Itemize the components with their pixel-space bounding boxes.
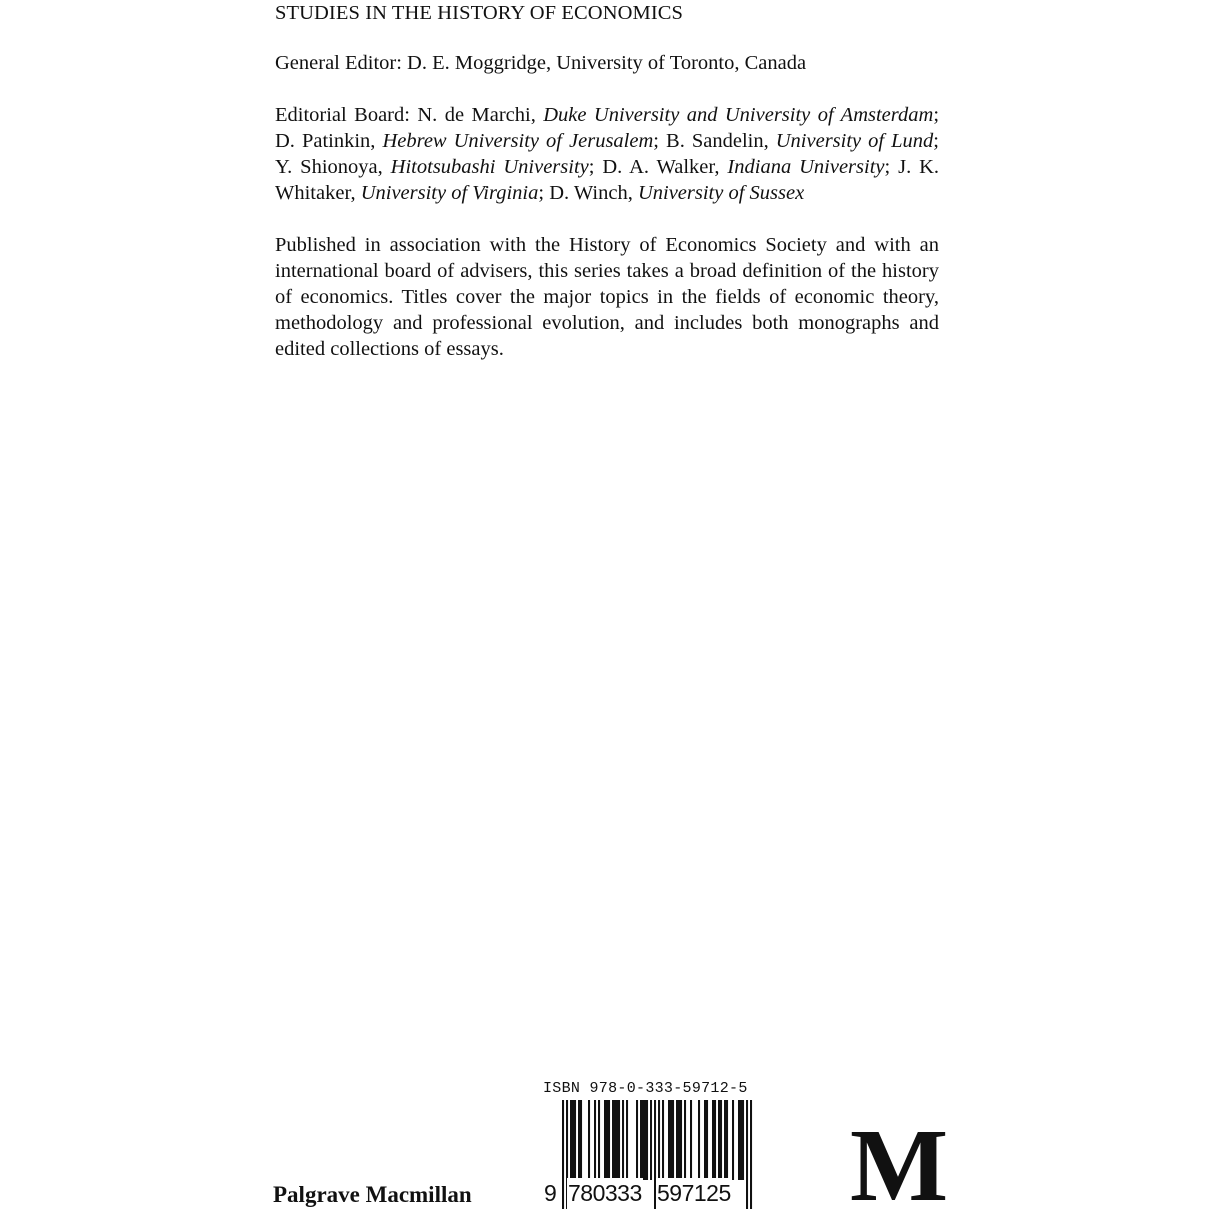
board-member-name: D. A. Walker (602, 156, 715, 178)
editorial-board-label: Editorial Board: (275, 104, 410, 126)
barcode-bar (662, 1100, 664, 1180)
barcode-bar (574, 1100, 576, 1180)
board-member-affiliation: Hebrew University of Jerusalem (382, 130, 654, 152)
barcode-first-digit: 9 (544, 1180, 557, 1206)
barcode-bar (678, 1100, 680, 1180)
barcode-bar (714, 1100, 716, 1180)
board-member-affiliation: Hitotsubashi University (390, 156, 589, 178)
barcode-bar (672, 1100, 674, 1180)
barcode-bar (712, 1100, 714, 1180)
barcode-bar (732, 1100, 734, 1180)
barcode-bar (650, 1100, 652, 1180)
barcode-bar (644, 1100, 646, 1180)
board-member-name: B. Sandelin (666, 130, 764, 152)
barcode-bar (726, 1100, 728, 1180)
board-member-name: J. K. Whitaker (275, 156, 940, 204)
barcode-bar (698, 1100, 700, 1180)
barcode-bar (606, 1100, 608, 1180)
barcode-bar (626, 1100, 628, 1180)
board-member-name: Y. Shionoya (275, 156, 378, 178)
board-member-affiliation: Indiana University (727, 156, 885, 178)
barcode-bar (578, 1100, 580, 1180)
barcode-bar (618, 1100, 620, 1180)
barcode-bar (718, 1100, 720, 1180)
board-member-name: D. Winch (549, 182, 628, 204)
isbn-label: ISBN 978-0-333-59712-5 (543, 1080, 748, 1097)
barcode-bar (612, 1100, 614, 1180)
barcode-bar (608, 1100, 610, 1180)
general-editor: General Editor: D. E. Moggridge, University of Toronto, Canada (275, 52, 807, 74)
board-member-name: D. Patinkin (275, 130, 371, 152)
barcode-bar (622, 1100, 624, 1180)
board-member-name: N. de Marchi (417, 104, 531, 126)
barcode-bar (636, 1100, 638, 1180)
barcode-bar (676, 1100, 678, 1180)
barcode-bar (598, 1100, 600, 1180)
board-member-affiliation: University of Sussex (637, 182, 805, 204)
barcode-bar (742, 1100, 744, 1180)
barcode-bar (646, 1100, 648, 1180)
barcode-bar (642, 1100, 644, 1180)
barcode-bar (570, 1100, 572, 1180)
barcode-bar (680, 1100, 682, 1180)
barcode-bar (670, 1100, 672, 1180)
barcode-bar (614, 1100, 616, 1180)
barcode-bar (616, 1100, 618, 1180)
barcode-digit-group-1: 780333 (567, 1178, 643, 1209)
series-description: Published in association with the History of Economics Society and with an international board of advisers, this series takes a broad definition of the history of economics. Titles cover the major topics in the fields of economic theory, methodology and professional evolution, and includes both monographs and edited collections of essays. (275, 234, 939, 360)
board-member-affiliation: University of Virginia (360, 182, 539, 204)
barcode-bar (720, 1100, 722, 1180)
barcode-bar (580, 1100, 582, 1180)
barcode-bar (706, 1100, 708, 1180)
board-member-affiliation: Duke University and University of Amsterdam (543, 104, 934, 126)
barcode-bar (640, 1100, 642, 1180)
barcode-bar (704, 1100, 706, 1180)
barcode-bar (668, 1100, 670, 1180)
barcode-digit-group-2: 597125 (656, 1178, 732, 1209)
editorial-board: Editorial Board: N. de Marchi, Duke University and University of Amsterdam; D. Patinkin, Hebrew University of Jerusalem; B. Sandelin, University of Lund; Y. Shionoya, Hitotsubashi University; D. A. Walker, Indiana University; J. K. Whitaker, University of Virginia; D. Winch, University of Sussex (275, 104, 940, 204)
board-member-affiliation: University of Lund (775, 130, 934, 152)
barcode-bar (588, 1100, 590, 1180)
publisher-logo: M (850, 1108, 947, 1223)
barcode-bar (738, 1100, 740, 1180)
series-title: STUDIES IN THE HISTORY OF ECONOMICS (275, 2, 684, 24)
barcode-bar (724, 1100, 726, 1180)
publisher-name: Palgrave Macmillan (273, 1182, 472, 1207)
barcode-bar (690, 1100, 692, 1180)
barcode-bar (604, 1100, 606, 1180)
barcode-bar (572, 1100, 574, 1180)
barcode-bar (740, 1100, 742, 1180)
barcode-bar (594, 1100, 596, 1180)
barcode-digits (544, 1178, 756, 1209)
barcode-bar (684, 1100, 686, 1180)
